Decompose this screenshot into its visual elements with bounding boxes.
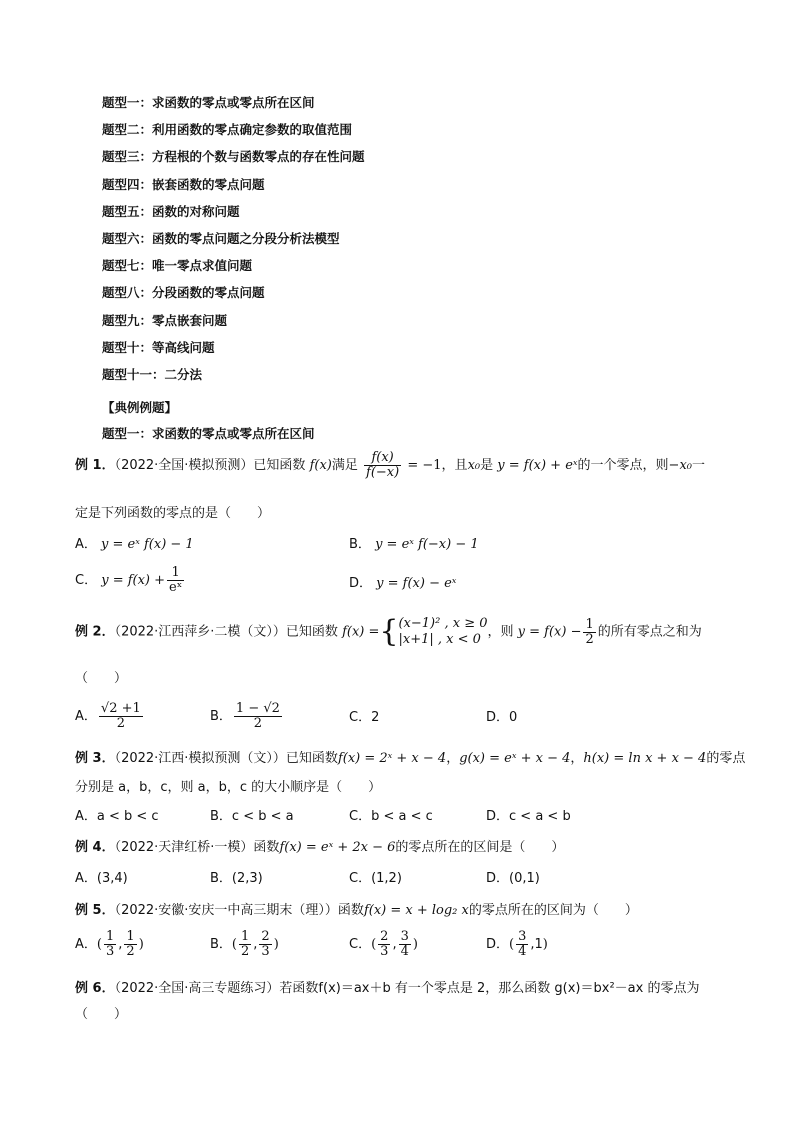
example-5-stem: 例 5．（2022·安徽·安庆一中高三期末（理））函数f(x) = x + log₂ x的零点所在的区间为（ ） [75, 903, 638, 918]
toc-item: 题型八：分段函数的零点问题 [102, 285, 265, 301]
toc-item: 题型二：利用函数的零点确定参数的取值范围 [102, 122, 353, 138]
example-3-option-d[interactable]: D．c < a < b [486, 809, 571, 824]
toc-item: 题型十一：二分法 [102, 366, 203, 382]
example-5-option-c[interactable]: C．( $\frac{2}{3}$ , $\frac{3}{4}$ ) [349, 929, 418, 959]
toc-item: 题型七：唯一零点求值问题 [102, 258, 253, 274]
example-1-option-c[interactable]: C． y = f(x) + $\frac{1}{\text{eˣ}}$ [75, 565, 183, 595]
example-1-option-b[interactable]: B． y = eˣ f(−x) − 1 [349, 537, 479, 552]
example-2-stem: 例 2．（2022·江西萍乡·二模（文））已知函数 f(x) ={ (x−1)² , x ≥ 0 |x+1| , x < 0 ，则 y = f(x) − $\frac{1}{2}$ 的所有零点之和为 [75, 614, 702, 649]
example-4-option-d[interactable]: D．(0,1) [486, 871, 540, 886]
example-3-option-c[interactable]: C．b < a < c [349, 809, 433, 824]
toc-item: 题型十：等高线问题 [102, 339, 215, 355]
toc-item: 题型五：函数的对称问题 [102, 203, 240, 219]
example-1-option-d[interactable]: D． y = f(x) − eˣ [349, 576, 457, 591]
section-subheading: 题型一：求函数的零点或零点所在区间 [102, 426, 315, 441]
example-4-option-c[interactable]: C．(1,2) [349, 871, 402, 886]
example-3-option-a[interactable]: A．a < b < c [75, 809, 159, 824]
example-2-option-a[interactable]: A． $\frac{√2 +1}{2}$ [75, 701, 141, 731]
example-4-option-a[interactable]: A．(3,4) [75, 871, 128, 886]
example-6-stem: 例 6．（2022·全国·高三专题练习）若函数f(x)＝ax＋b 有一个零点是 2，那么函数 g(x)＝bx²－ax 的零点为 [75, 981, 700, 996]
section-heading: 【典例例题】 [102, 400, 178, 415]
example-2-option-b[interactable]: B． $\frac{1 - √2}{2}$ [210, 701, 280, 731]
example-1-stem-cont: 定是下列函数的零点的是（ ） [75, 506, 271, 521]
question-type-list [102, 96, 365, 395]
example-5-option-b[interactable]: B．( $\frac{1}{2}$ , $\frac{2}{3}$ ) [210, 929, 279, 959]
example-5-option-d[interactable]: D．( $\frac{3}{4}$ ,1) [486, 929, 548, 959]
example-6-paren: （ ） [75, 1007, 128, 1022]
example-2-option-c[interactable]: C．2 [349, 710, 380, 725]
toc-item: 题型九：零点嵌套问题 [102, 312, 228, 328]
toc-item: 题型四：嵌套函数的零点问题 [102, 176, 265, 192]
toc-item: 题型一：求函数的零点或零点所在区间 [102, 95, 315, 110]
example-3-option-b[interactable]: B．c < b < a [210, 809, 294, 824]
example-4-option-b[interactable]: B．(2,3) [210, 871, 263, 886]
toc-item: 题型三：方程根的个数与函数零点的存在性问题 [102, 149, 365, 165]
toc-item: 题型六：函数的零点问题之分段分析法模型 [102, 230, 340, 246]
example-3-stem: 例 3．（2022·江西·模拟预测（文））已知函数f(x) = 2ˣ + x − 4，g(x) = eˣ + x − 4，h(x) = ln x + x − 4的零点 [75, 751, 746, 766]
example-2-paren: （ ） [75, 671, 128, 686]
example-1-stem: 例 1．（2022·全国·模拟预测）已知函数 f(x)满足 $\frac{f(x)}{f(-x)}$ = −1，且x₀是 y = f(x) + eˣ的一个零点，则−x₀一 [75, 450, 705, 480]
example-1-option-a[interactable]: A． y = eˣ f(x) − 1 [75, 537, 194, 552]
example-3-stem-cont: 分别是 a，b，c，则 a，b，c 的大小顺序是（ ） [75, 780, 382, 795]
example-2-option-d[interactable]: D．0 [486, 710, 518, 725]
example-4-stem: 例 4．（2022·天津红桥·一模）函数f(x) = eˣ + 2x − 6的零点所在的区间是（ ） [75, 840, 565, 855]
example-5-option-a[interactable]: A．( $\frac{1}{3}$ , $\frac{1}{2}$ ) [75, 929, 144, 959]
